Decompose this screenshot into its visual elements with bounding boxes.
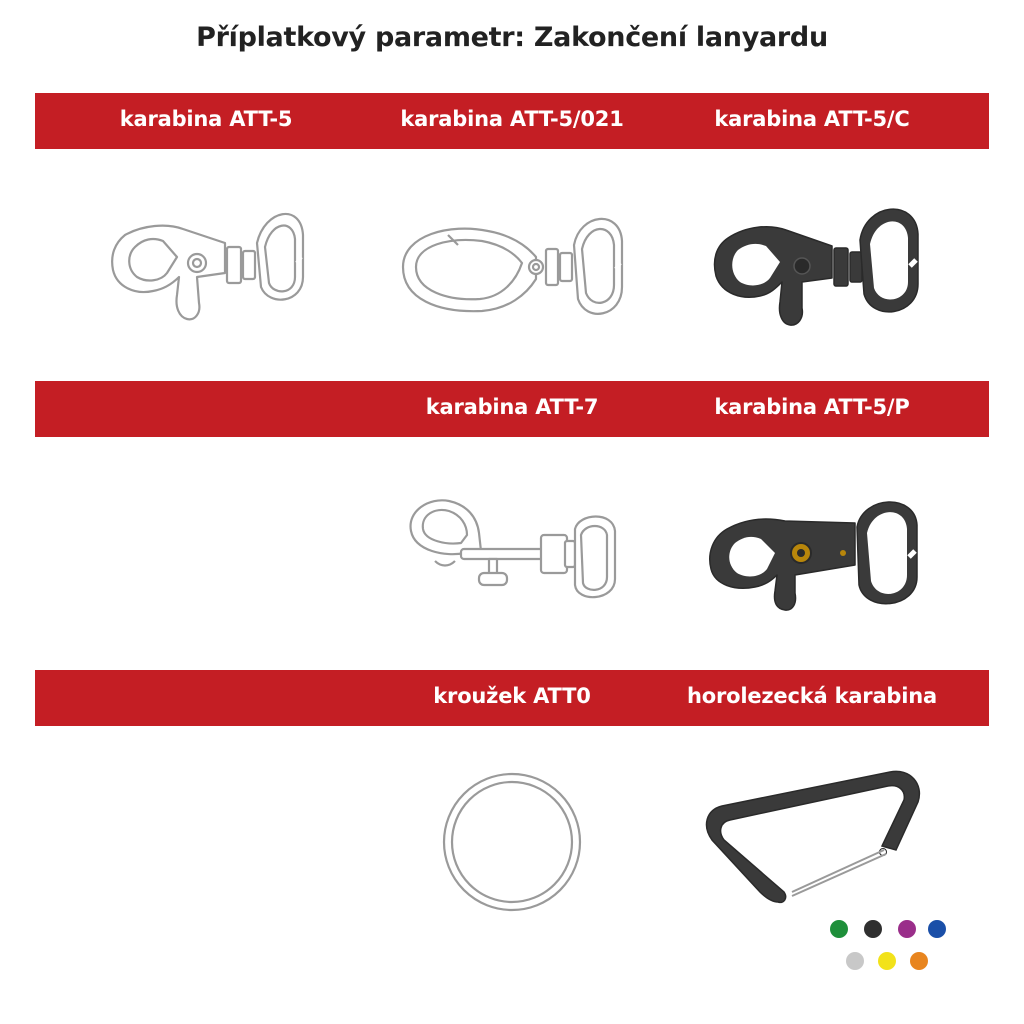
swatch-black — [864, 920, 882, 938]
att0-ring-illustration — [440, 770, 585, 915]
header-bar-row-2 — [35, 381, 989, 437]
att-5-021-illustration — [398, 205, 628, 335]
swatch-orange — [910, 952, 928, 970]
swatch-yellow — [878, 952, 896, 970]
header-bar-row-3 — [35, 670, 989, 726]
label-att0: kroužek ATT0 — [433, 684, 591, 708]
label-att-5-021: karabina ATT-5/021 — [400, 107, 624, 131]
label-att-5: karabina ATT-5 — [119, 107, 293, 131]
att-5-p-illustration — [705, 495, 920, 615]
label-att-5-p: karabina ATT-5/P — [714, 395, 910, 419]
swatch-silver — [846, 952, 864, 970]
att-5-illustration — [105, 195, 315, 325]
header-bar-row-1 — [35, 93, 989, 149]
swatch-purple — [898, 920, 916, 938]
label-att-5-c: karabina ATT-5/C — [714, 107, 910, 131]
color-swatches — [826, 918, 956, 978]
att-7-illustration — [405, 495, 620, 610]
att-5-c-illustration — [710, 198, 920, 328]
climbing-carabiner-illustration — [700, 770, 925, 910]
label-climbing-carabiner: horolezecká karabina — [687, 684, 937, 708]
swatch-green — [830, 920, 848, 938]
page-title: Příplatkový parametr: Zakončení lanyardu — [196, 22, 828, 53]
label-att-7: karabina ATT-7 — [425, 395, 599, 419]
swatch-blue — [928, 920, 946, 938]
